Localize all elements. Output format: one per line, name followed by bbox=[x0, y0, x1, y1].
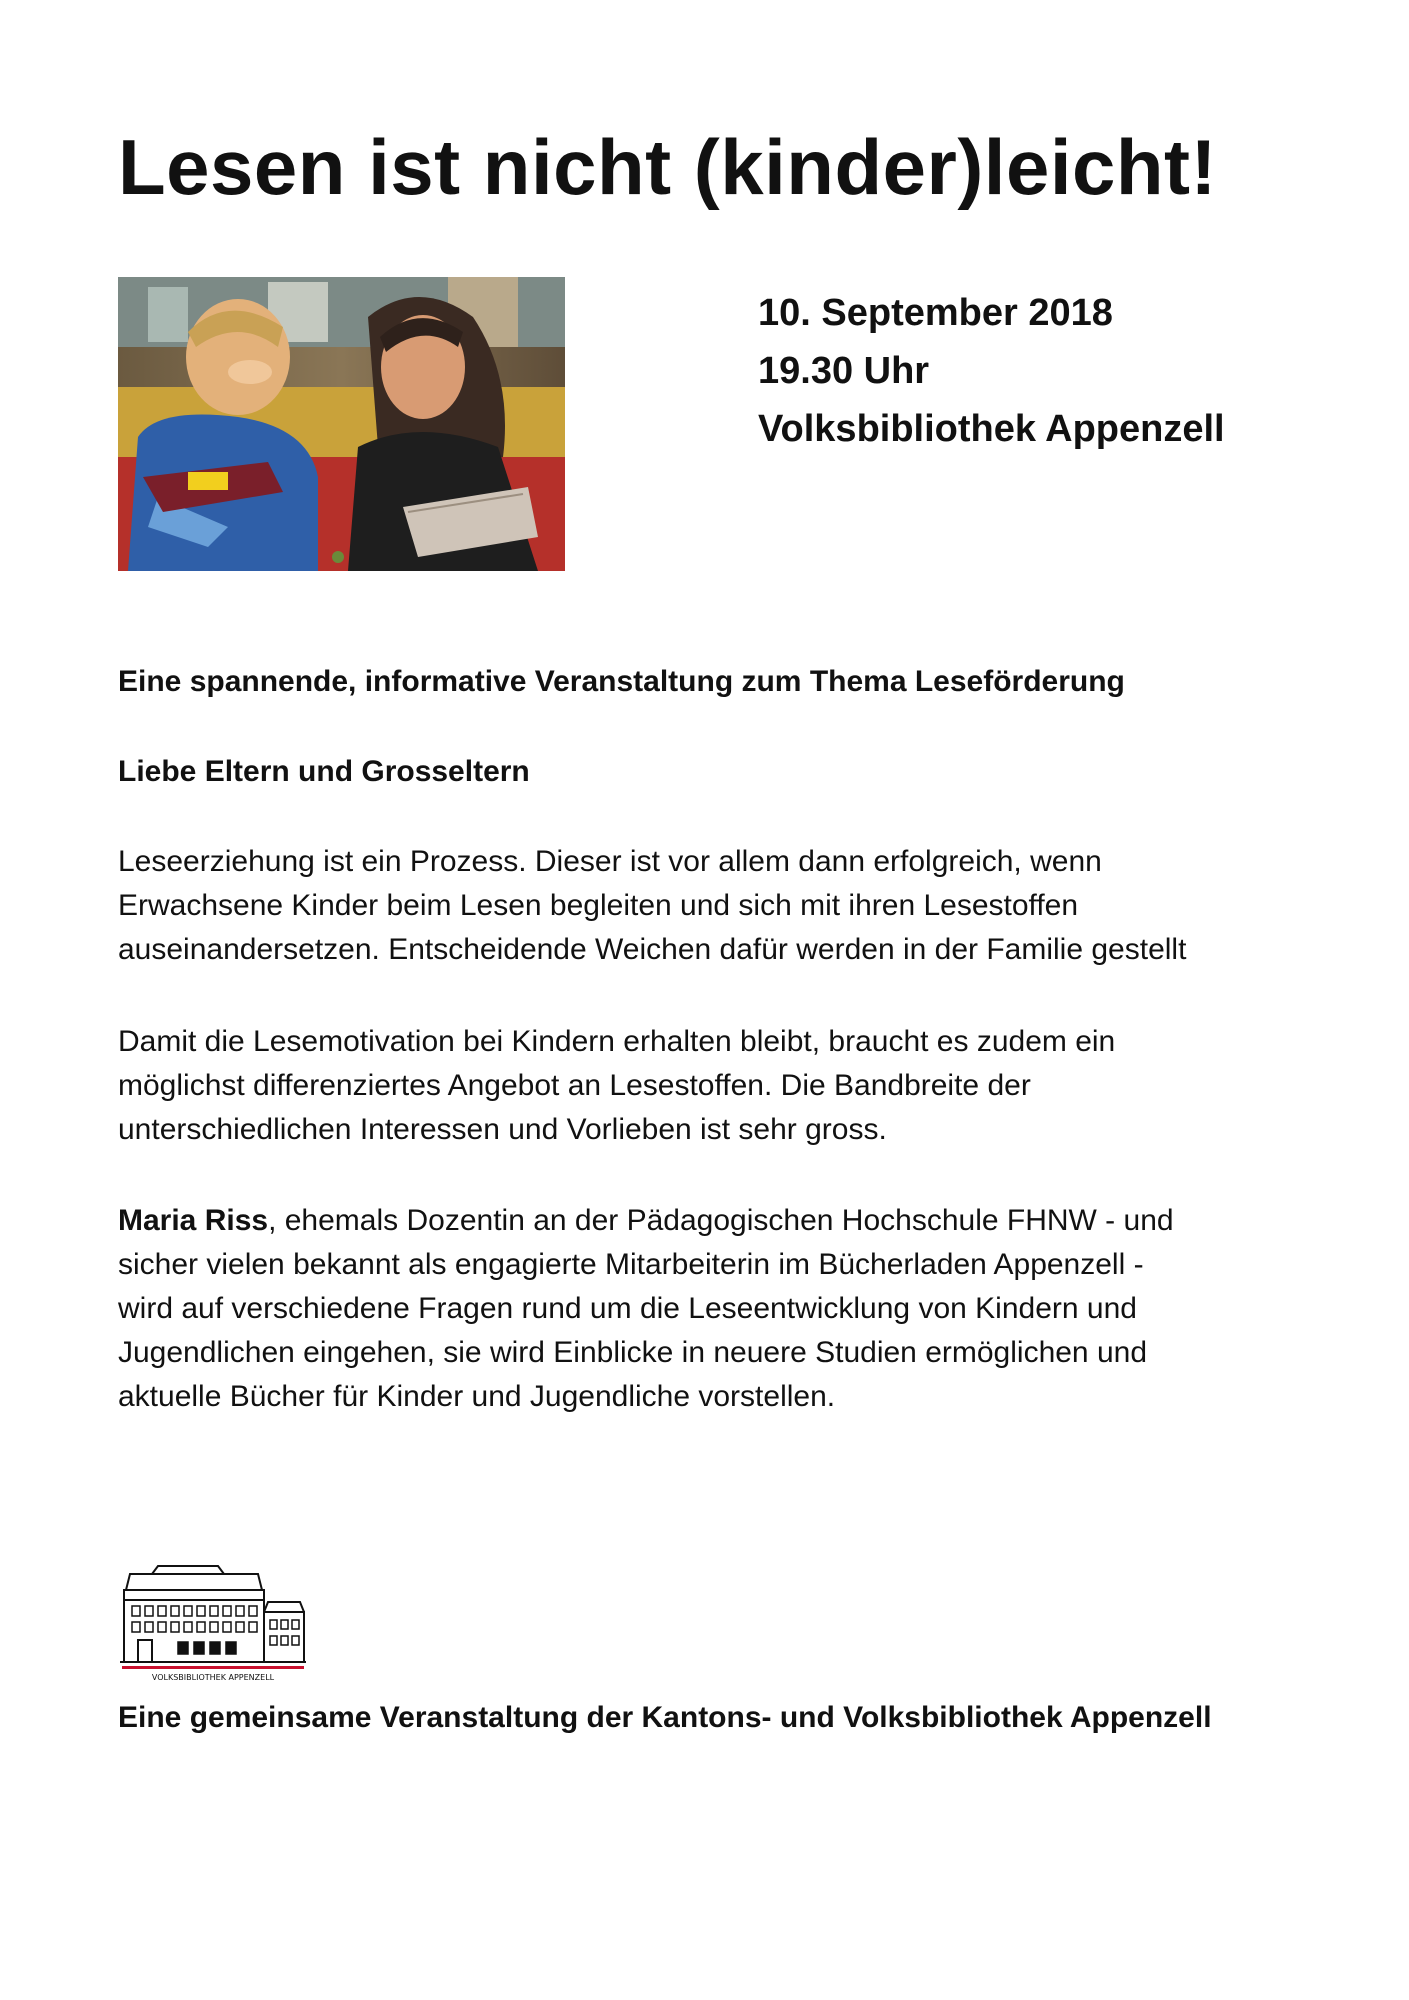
paragraph-line: Jugendlichen eingehen, sie wird Einblicke in neuere Studien ermöglichen und bbox=[118, 1336, 1148, 1369]
flyer-title: Lesen ist nicht (kinder)leicht! bbox=[118, 123, 1218, 211]
library-logo bbox=[118, 1560, 308, 1682]
paragraph-speaker bbox=[118, 1199, 1358, 1419]
intro-heading: Eine spannende, informative Veranstaltung zum Thema Leseförderung bbox=[118, 665, 1125, 698]
paragraph-line: Leseerziehung ist ein Prozess. Dieser ist vor allem dann erfolgreich, wenn bbox=[118, 845, 1102, 878]
paragraph-reading-motivation bbox=[118, 1020, 1358, 1152]
event-time: 19.30 Uhr bbox=[758, 350, 930, 392]
event-details bbox=[758, 284, 1225, 458]
paragraph-line: wird auf verschiedene Fragen rund um die Leseentwicklung von Kindern und bbox=[118, 1292, 1137, 1325]
paragraph-line: unterschiedlichen Interessen und Vorlieben ist sehr gross. bbox=[118, 1113, 887, 1146]
event-location: Volksbibliothek Appenzell bbox=[758, 408, 1225, 450]
paragraph-line: Damit die Lesemotivation bei Kindern erhalten bleibt, braucht es zudem ein bbox=[118, 1025, 1116, 1058]
paragraph-line: auseinandersetzen. Entscheidende Weichen dafür werden in der Familie gestellt bbox=[118, 933, 1187, 966]
children-reading-photo bbox=[118, 277, 565, 571]
paragraph-line: möglichst differenziertes Angebot an Lesestoffen. Die Bandbreite der bbox=[118, 1069, 1031, 1102]
speaker-name: Maria Riss bbox=[118, 1204, 269, 1237]
paragraph-reading-education bbox=[118, 840, 1358, 972]
intro-heading-block bbox=[118, 660, 1358, 704]
salutation: Liebe Eltern und Grosseltern bbox=[118, 755, 530, 788]
event-date: 10. September 2018 bbox=[758, 292, 1113, 334]
organizer-note: Eine gemeinsame Veranstaltung der Kantons- und Volksbibliothek Appenzell bbox=[118, 1701, 1212, 1734]
paragraph-line: Erwachsene Kinder beim Lesen begleiten und sich mit ihren Lesestoffen bbox=[118, 889, 1079, 922]
salutation-block bbox=[118, 750, 1358, 794]
paragraph-line bbox=[118, 1199, 1358, 1243]
paragraph-line: aktuelle Bücher für Kinder und Jugendliche vorstellen. bbox=[118, 1380, 836, 1413]
speaker-intro: , ehemals Dozentin an der Pädagogischen Hochschule FHNW - und bbox=[268, 1204, 1174, 1237]
paragraph-line: sicher vielen bekannt als engagierte Mitarbeiterin im Bücherladen Appenzell - bbox=[118, 1248, 1144, 1281]
logo-caption: VOLKSBIBLIOTHEK APPENZELL bbox=[151, 1673, 275, 1682]
